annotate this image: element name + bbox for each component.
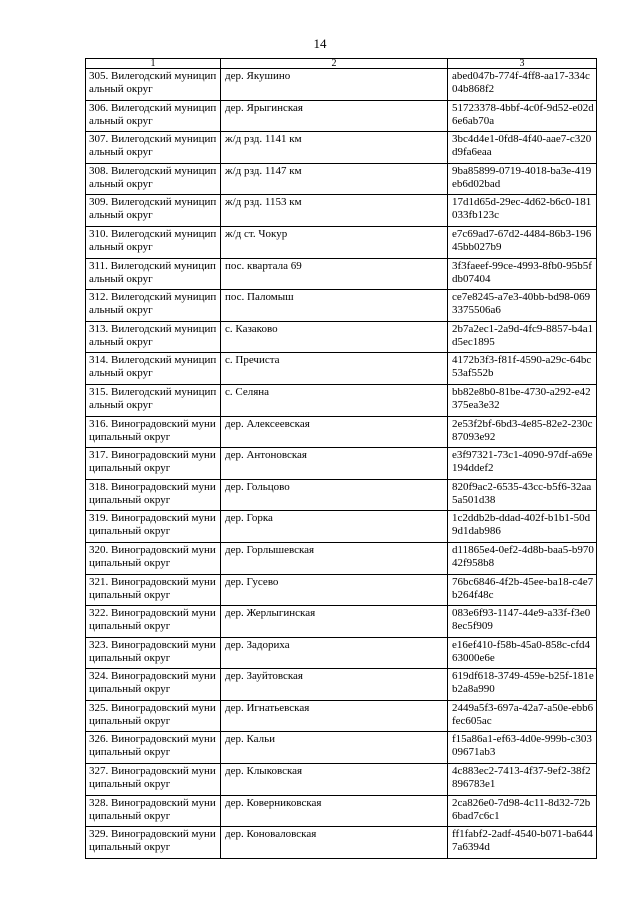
district-cell: 313. Вилегодский муниципальный округ [86, 321, 221, 353]
guid-cell: e3f97321-73c1-4090-97df-a69e194ddef2 [448, 448, 597, 480]
guid-cell: 51723378-4bbf-4c0f-9d52-e02d6e6ab70a [448, 100, 597, 132]
place-cell: дер. Гусево [221, 574, 448, 606]
district-cell: 307. Вилегодский муниципальный округ [86, 132, 221, 164]
guid-cell: abed047b-774f-4ff8-aa17-334c04b868f2 [448, 69, 597, 101]
table-row [86, 700, 597, 732]
place-cell: дер. Ярыгинская [221, 100, 448, 132]
place-cell: ж/д рзд. 1153 км [221, 195, 448, 227]
guid-cell: 3bc4d4e1-0fd8-4f40-aae7-c320d9fa6eaa [448, 132, 597, 164]
guid-cell: ff1fabf2-2adf-4540-b071-ba6447a6394d [448, 827, 597, 859]
column-header-1: 1 [86, 59, 221, 69]
guid-cell: 76bc6846-4f2b-45ee-ba18-c4e7b264f48c [448, 574, 597, 606]
district-cell: 311. Вилегодский муниципальный округ [86, 258, 221, 290]
table-row [86, 258, 597, 290]
district-cell: 306. Вилегодский муниципальный округ [86, 100, 221, 132]
district-cell: 317. Виноградовский муниципальный округ [86, 448, 221, 480]
place-cell: дер. Клыковская [221, 764, 448, 796]
table-row [86, 132, 597, 164]
guid-cell: 820f9ac2-6535-43cc-b5f6-32aa5a501d38 [448, 479, 597, 511]
table-row [86, 69, 597, 101]
place-cell: ж/д рзд. 1147 км [221, 163, 448, 195]
table-row [86, 732, 597, 764]
district-cell: 325. Виноградовский муниципальный округ [86, 700, 221, 732]
guid-cell: f15a86a1-ef63-4d0e-999b-c30309671ab3 [448, 732, 597, 764]
guid-cell: 3f3faeef-99ce-4993-8fb0-95b5fdb07404 [448, 258, 597, 290]
place-cell: дер. Задориха [221, 637, 448, 669]
guid-cell: 2e53f2bf-6bd3-4e85-82e2-230c87093e92 [448, 416, 597, 448]
district-cell: 322. Виноградовский муниципальный округ [86, 606, 221, 638]
place-cell: дер. Горка [221, 511, 448, 543]
district-cell: 314. Вилегодский муниципальный округ [86, 353, 221, 385]
table-row [86, 511, 597, 543]
district-cell: 320. Виноградовский муниципальный округ [86, 542, 221, 574]
settlements-table [85, 58, 597, 859]
place-cell: дер. Гольцово [221, 479, 448, 511]
district-cell: 312. Вилегодский муниципальный округ [86, 290, 221, 322]
column-header-2: 2 [221, 59, 448, 69]
guid-cell: 4172b3f3-f81f-4590-a29c-64bc53af552b [448, 353, 597, 385]
guid-cell: bb82e8b0-81be-4730-a292-e42375ea3e32 [448, 384, 597, 416]
district-cell: 319. Виноградовский муниципальный округ [86, 511, 221, 543]
column-header-3: 3 [448, 59, 597, 69]
district-cell: 321. Виноградовский муниципальный округ [86, 574, 221, 606]
place-cell: дер. Горлышевская [221, 542, 448, 574]
table-row [86, 606, 597, 638]
table-row [86, 574, 597, 606]
guid-cell: 2ca826e0-7d98-4c11-8d32-72b6bad7c6c1 [448, 795, 597, 827]
place-cell: ж/д рзд. 1141 км [221, 132, 448, 164]
guid-cell: 619df618-3749-459e-b25f-181eb2a8a990 [448, 669, 597, 701]
district-cell: 315. Вилегодский муниципальный округ [86, 384, 221, 416]
district-cell: 316. Виноградовский муниципальный округ [86, 416, 221, 448]
table-row [86, 290, 597, 322]
table-row [86, 448, 597, 480]
table-row [86, 416, 597, 448]
place-cell: дер. Зауйтовская [221, 669, 448, 701]
place-cell: дер. Якушино [221, 69, 448, 101]
table-row [86, 669, 597, 701]
page-number: 14 [313, 36, 327, 51]
guid-cell: 1c2ddb2b-ddad-402f-b1b1-50d9d1dab986 [448, 511, 597, 543]
table-header-row [86, 59, 597, 69]
guid-cell: 083e6f93-1147-44e9-a33f-f3e08ec5f909 [448, 606, 597, 638]
table-row [86, 479, 597, 511]
district-cell: 327. Виноградовский муниципальный округ [86, 764, 221, 796]
table-row [86, 321, 597, 353]
district-cell: 323. Виноградовский муниципальный округ [86, 637, 221, 669]
place-cell: с. Селяна [221, 384, 448, 416]
table-row [86, 764, 597, 796]
place-cell: дер. Коноваловская [221, 827, 448, 859]
table-row [86, 100, 597, 132]
guid-cell: d11865e4-0ef2-4d8b-baa5-b97042f958b8 [448, 542, 597, 574]
place-cell: ж/д ст. Чокур [221, 226, 448, 258]
guid-cell: 2b7a2ec1-2a9d-4fc9-8857-b4a1d5ec1895 [448, 321, 597, 353]
district-cell: 326. Виноградовский муниципальный округ [86, 732, 221, 764]
guid-cell: e7c69ad7-67d2-4484-86b3-19645bb027b9 [448, 226, 597, 258]
table-row [86, 353, 597, 385]
guid-cell: 9ba85899-0719-4018-ba3e-419eb6d02bad [448, 163, 597, 195]
place-cell: дер. Игнатьевская [221, 700, 448, 732]
place-cell: дер. Алексеевская [221, 416, 448, 448]
district-cell: 305. Вилегодский муниципальный округ [86, 69, 221, 101]
table-row [86, 226, 597, 258]
district-cell: 324. Виноградовский муниципальный округ [86, 669, 221, 701]
place-cell: дер. Коверниковская [221, 795, 448, 827]
place-cell: с. Казаково [221, 321, 448, 353]
guid-cell: e16ef410-f58b-45a0-858c-cfd463000e6e [448, 637, 597, 669]
guid-cell: 17d1d65d-29ec-4d62-b6c0-181033fb123c [448, 195, 597, 227]
place-cell: дер. Жерлыгинская [221, 606, 448, 638]
guid-cell: 4c883ec2-7413-4f37-9ef2-38f2896783e1 [448, 764, 597, 796]
place-cell: с. Пречиста [221, 353, 448, 385]
guid-cell: ce7e8245-a7e3-40bb-bd98-0693375506a6 [448, 290, 597, 322]
table-row [86, 163, 597, 195]
place-cell: пос. квартала 69 [221, 258, 448, 290]
table-row [86, 195, 597, 227]
place-cell: пос. Паломыш [221, 290, 448, 322]
table-row [86, 795, 597, 827]
district-cell: 328. Виноградовский муниципальный округ [86, 795, 221, 827]
table-row [86, 384, 597, 416]
table-row [86, 637, 597, 669]
table-row [86, 827, 597, 859]
guid-cell: 2449a5f3-697a-42a7-a50e-ebb6fec605ac [448, 700, 597, 732]
district-cell: 310. Вилегодский муниципальный округ [86, 226, 221, 258]
district-cell: 309. Вилегодский муниципальный округ [86, 195, 221, 227]
district-cell: 308. Вилегодский муниципальный округ [86, 163, 221, 195]
district-cell: 318. Виноградовский муниципальный округ [86, 479, 221, 511]
place-cell: дер. Кальи [221, 732, 448, 764]
district-cell: 329. Виноградовский муниципальный округ [86, 827, 221, 859]
place-cell: дер. Антоновская [221, 448, 448, 480]
table-row [86, 542, 597, 574]
